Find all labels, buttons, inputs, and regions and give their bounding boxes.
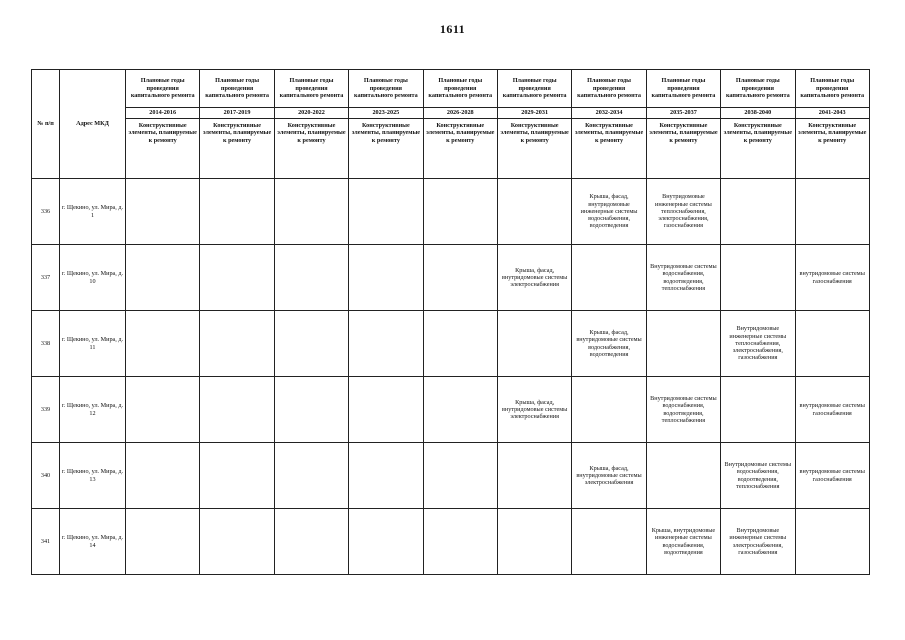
work-cell xyxy=(274,179,348,245)
work-cell: Внутридомовые инженерные системы теплоснабжения, электроснабжения, газоснабжения xyxy=(721,311,795,377)
work-cell xyxy=(349,443,423,509)
header-planned: Плановые годы проведения капитального ремонта xyxy=(646,70,720,108)
header-period: 2032-2034 xyxy=(572,108,646,119)
row-address: г. Щекино, ул. Мира, д. 11 xyxy=(60,311,126,377)
work-cell xyxy=(423,245,497,311)
header-elements: Конструктивные элементы, планируемые к ремонту xyxy=(423,119,497,179)
work-cell xyxy=(497,311,571,377)
work-cell xyxy=(126,245,200,311)
work-cell xyxy=(423,179,497,245)
work-cell xyxy=(721,377,795,443)
row-number: 338 xyxy=(32,311,60,377)
table-row xyxy=(32,377,870,443)
work-cell xyxy=(646,443,720,509)
work-cell xyxy=(423,377,497,443)
work-cell xyxy=(274,509,348,575)
work-cell: Внутридомовые системы водоснабжения, водоотведения, теплоснабжения xyxy=(646,245,720,311)
header-period: 2029-2031 xyxy=(497,108,571,119)
work-cell: Крыша, внутридомовые инженерные системы водоснабжения, водоотведения xyxy=(646,509,720,575)
work-cell xyxy=(572,509,646,575)
header-num: № п/п xyxy=(32,70,60,179)
work-cell xyxy=(795,179,869,245)
work-cell: Внутридомовые инженерные системы теплоснабжения, электроснабжения, газоснабжения xyxy=(646,179,720,245)
header-row-elements xyxy=(32,119,870,179)
row-address: г. Щекино, ул. Мира, д. 13 xyxy=(60,443,126,509)
work-cell xyxy=(646,311,720,377)
work-cell xyxy=(274,311,348,377)
page-number: 1611 xyxy=(439,22,466,36)
row-address: г. Щекино, ул. Мира, д. 10 xyxy=(60,245,126,311)
work-cell xyxy=(795,311,869,377)
work-cell xyxy=(126,443,200,509)
row-address: г. Щекино, ул. Мира, д. 12 xyxy=(60,377,126,443)
header-period: 2017-2019 xyxy=(200,108,274,119)
work-cell xyxy=(497,443,571,509)
header-planned: Плановые годы проведения капитального ремонта xyxy=(126,70,200,108)
work-cell xyxy=(349,509,423,575)
header-elements: Конструктивные элементы, планируемые к ремонту xyxy=(721,119,795,179)
header-address: Адрес МКД xyxy=(60,70,126,179)
work-cell xyxy=(349,377,423,443)
header-planned: Плановые годы проведения капитального ремонта xyxy=(200,70,274,108)
work-cell xyxy=(349,179,423,245)
header-period: 2020-2022 xyxy=(274,108,348,119)
work-cell xyxy=(721,179,795,245)
row-number: 339 xyxy=(32,377,60,443)
header-elements: Конструктивные элементы, планируемые к ремонту xyxy=(646,119,720,179)
work-cell: Внутридомовые инженерные системы электроснабжения, газоснабжения xyxy=(721,509,795,575)
work-cell: Крыша, фасад, внутридомовые инженерные системы водоснабжения, водоотведения xyxy=(572,179,646,245)
work-cell xyxy=(274,443,348,509)
header-elements: Конструктивные элементы, планируемые к ремонту xyxy=(572,119,646,179)
header-planned: Плановые годы проведения капитального ремонта xyxy=(721,70,795,108)
header-period: 2014-2016 xyxy=(126,108,200,119)
header-period: 2023-2025 xyxy=(349,108,423,119)
header-elements: Конструктивные элементы, планируемые к ремонту xyxy=(274,119,348,179)
header-elements: Конструктивные элементы, планируемые к ремонту xyxy=(497,119,571,179)
work-cell xyxy=(200,245,274,311)
work-cell xyxy=(423,311,497,377)
row-address: г. Щекино, ул. Мира, д. 14 xyxy=(60,509,126,575)
work-cell: внутридомовые системы газоснабжения xyxy=(795,443,869,509)
header-planned: Плановые годы проведения капитального ремонта xyxy=(274,70,348,108)
header-elements: Конструктивные элементы, планируемые к ремонту xyxy=(795,119,869,179)
work-cell xyxy=(126,311,200,377)
row-number: 337 xyxy=(32,245,60,311)
row-address: г. Щекино, ул. Мира, д. 1 xyxy=(60,179,126,245)
work-cell: Внутридомовые системы водоснабжения, водоотведения, теплоснабжения xyxy=(721,443,795,509)
work-cell xyxy=(126,179,200,245)
work-cell xyxy=(200,311,274,377)
work-cell xyxy=(721,245,795,311)
work-cell xyxy=(200,509,274,575)
work-cell xyxy=(274,377,348,443)
work-cell: Крыша, фасад, внутридомовые системы электроснабжения xyxy=(497,245,571,311)
header-planned: Плановые годы проведения капитального ремонта xyxy=(497,70,571,108)
capital-repair-table xyxy=(31,69,870,575)
work-cell: внутридомовые системы газоснабжения xyxy=(795,245,869,311)
table-row xyxy=(32,179,870,245)
header-elements: Конструктивные элементы, планируемые к ремонту xyxy=(349,119,423,179)
header-planned: Плановые годы проведения капитального ремонта xyxy=(795,70,869,108)
work-cell xyxy=(497,509,571,575)
work-cell xyxy=(497,179,571,245)
work-cell xyxy=(200,443,274,509)
header-period: 2026-2028 xyxy=(423,108,497,119)
table-row xyxy=(32,509,870,575)
work-cell xyxy=(423,443,497,509)
header-period: 2035-2037 xyxy=(646,108,720,119)
work-cell: Внутридомовые системы водоснабжения, водоотведения, теплоснабжения xyxy=(646,377,720,443)
work-cell xyxy=(274,245,348,311)
table-row xyxy=(32,245,870,311)
work-cell xyxy=(200,179,274,245)
work-cell xyxy=(572,245,646,311)
work-cell xyxy=(349,311,423,377)
header-period: 2041-2043 xyxy=(795,108,869,119)
row-number: 341 xyxy=(32,509,60,575)
header-row-periods xyxy=(32,108,870,119)
header-elements: Конструктивные элементы, планируемые к ремонту xyxy=(200,119,274,179)
header-planned: Плановые годы проведения капитального ремонта xyxy=(349,70,423,108)
row-number: 336 xyxy=(32,179,60,245)
work-cell xyxy=(126,509,200,575)
table-row xyxy=(32,311,870,377)
work-cell xyxy=(200,377,274,443)
work-cell xyxy=(795,509,869,575)
header-planned: Плановые годы проведения капитального ремонта xyxy=(572,70,646,108)
header-row-planned xyxy=(32,70,870,108)
header-period: 2038-2040 xyxy=(721,108,795,119)
header-planned: Плановые годы проведения капитального ремонта xyxy=(423,70,497,108)
work-cell: Крыша, фасад, внутридомовые системы электроснабжения xyxy=(497,377,571,443)
work-cell xyxy=(572,377,646,443)
work-cell xyxy=(349,245,423,311)
work-cell: внутридомовые системы газоснабжения xyxy=(795,377,869,443)
work-cell xyxy=(423,509,497,575)
header-elements: Конструктивные элементы, планируемые к ремонту xyxy=(126,119,200,179)
table-row xyxy=(32,443,870,509)
work-cell: Крыша, фасад, внутридомовые системы электроснабжения xyxy=(572,443,646,509)
work-cell xyxy=(126,377,200,443)
work-cell: Крыша, фасад, внутридомовые системы водоснабжения, водоотведения xyxy=(572,311,646,377)
row-number: 340 xyxy=(32,443,60,509)
